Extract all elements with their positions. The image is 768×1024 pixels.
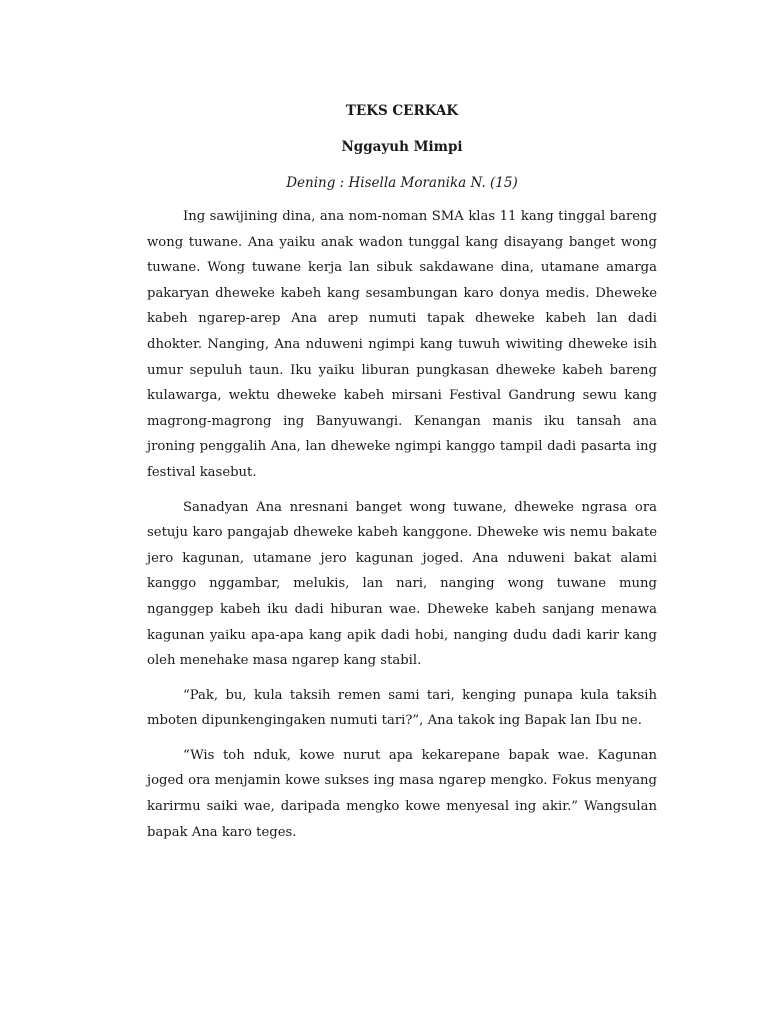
document-page	[147, 100, 657, 854]
story-title: Nggayuh Mimpi	[341, 139, 463, 155]
paragraph-4: “Wis toh nduk, kowe nurut apa kekarepane bapak wae. Kagunan joged ora menjamin kowe sukses ing masa ngarep mengko. Fokus menyang karirmu saiki wae, daripada mengko kowe menyesal ing akir.” Wangsulan bapak Ana karo teges.	[147, 747, 657, 840]
paragraph-1: Ing sawijining dina, ana nom-noman SMA klas 11 kang tinggal bareng wong tuwane. Ana yaiku anak wadon tunggal kang disayang banget wong tuwane. Wong tuwane kerja lan sibuk sakdawane dina, utamane amarga pakaryan dheweke kabeh kang sesambungan karo donya medis. Dheweke kabeh ngarep-arep Ana arep numuti tapak dheweke kabeh lan dadi dhokter. Nanging, Ana nduweni ngimpi kang tuwuh wiwiting dheweke isih umur sepuluh taun. Iku yaiku liburan pungkasan dheweke kabeh bareng kulawarga, wektu dheweke kabeh mirsani Festival Gandrung sewu kang magrong-magrong ing Banyuwangi. Kenangan manis iku tansah ana jroning penggalih Ana, lan dheweke ngimpi kanggo tampil dadi pasarta ing festival kasebut.	[147, 209, 657, 480]
document-type-heading: TEKS CERKAK	[345, 103, 459, 119]
paragraph-2: Sanadyan Ana nresnani banget wong tuwane, dheweke ngrasa ora setuju karo pangajab dheweke kabeh kanggone. Dheweke wis nemu bakate jero kagunan, utamane jero kagunan joged. Ana nduweni bakat alami kanggo nggambar, melukis, lan nari, nanging wong tuwane mung nganggep kabeh iku dadi hiburan wae. Dheweke kabeh sanjang menawa kagunan yaiku apa-apa kang apik dadi hobi, nanging dudu dadi karir kang oleh menehake masa ngarep kang stabil.	[147, 499, 657, 669]
author-line: Dening : Hisella Moranika N. (15)	[286, 175, 518, 191]
paragraph-3: “Pak, bu, kula taksih remen sami tari, kenging punapa kula taksih mboten dipunkengingaken numuti tari?”, Ana takok ing Bapak lan Ibu ne.	[147, 687, 657, 729]
